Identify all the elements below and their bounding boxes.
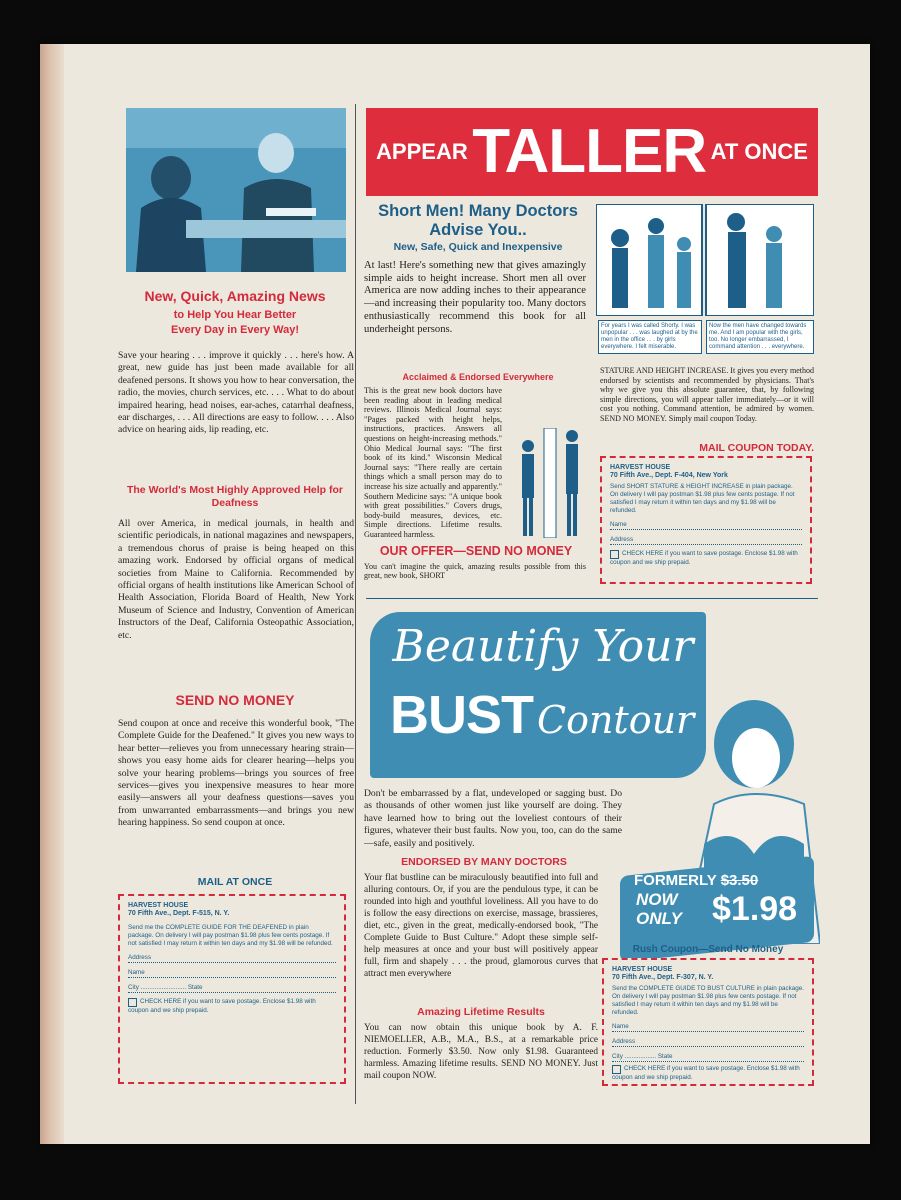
coupon-address: 70 Fifth Ave., Dept. F-515, N. Y.	[128, 910, 230, 917]
mail-coupon-today: MAIL COUPON TODAY.	[699, 442, 814, 454]
coupon-company: HARVEST HOUSE	[612, 966, 673, 973]
amazing-results-heading: Amazing Lifetime Results	[417, 1006, 545, 1018]
bust-word: BUST	[390, 685, 533, 745]
height-measure-illustration	[514, 428, 586, 538]
contour-word: Contour	[537, 698, 695, 742]
price-now-value: $1.98	[712, 890, 798, 928]
bust-intro-paragraph: Don't be embarrassed by a flat, undeveloped or sagging bust. Do as thousands of other women just like yourself are doing. They have learned how to bring out the loveliest contours of their figures, whatever their bust faults. Now you, too, can do the same—safe, easily and positively.	[364, 788, 622, 849]
coupon-checkbox[interactable]	[128, 998, 137, 1007]
taller-subheadline: New, Safe, Quick and Inexpensive	[393, 241, 563, 253]
hearing-coupon[interactable]	[118, 894, 346, 1084]
coupon-address-line[interactable]: Address	[610, 536, 802, 545]
coupon-check-row[interactable]: CHECK HERE if you want to save postage. Enclose $1.98 with coupon and we ship prepaid.	[610, 550, 798, 566]
taller-acclaimed: Acclaimed & Endorsed Everywhere	[402, 372, 554, 382]
taller-intro-paragraph: At last! Here's something new that gives amazingly simple aids to height increase. Short men all over America are now adding inches to their appearance—and increasing their popularity too. Many doctors enthusiastically recommend this book for all underheight persons.	[364, 260, 586, 335]
bust-coupon[interactable]	[602, 958, 814, 1086]
coupon-name-line[interactable]: Name	[610, 521, 802, 530]
taller-guarantee-text: STATURE AND HEIGHT INCREASE. It gives you every method endorsed by scientists and recommended by physicians. That's why we give you this absolute guarantee, that, by following simple directions, you will appear taller immediately—or it will cost you nothing. Command attention, be admired by women. SEND NO MONEY. Simply mail coupon Today.	[600, 366, 814, 423]
column-divider	[355, 104, 356, 1104]
doctor-consultation-illustration	[126, 108, 346, 272]
comic-caption-1: For years I was called Shorty. I was unpopular . . . was laughed at by the men in the office . . . by girls everywhere. I felt miserable.	[598, 320, 702, 354]
coupon-address: 70 Fifth Ave., Dept. F-307, N. Y.	[612, 974, 714, 981]
mail-at-once-heading: MAIL AT ONCE	[197, 876, 273, 888]
hearing-subheadline-1: to Help You Hear Better	[173, 309, 297, 321]
taller-review-text: This is the great new book doctors have been reading about in leading medical reviews. Illinois Medical Journal says: "Pages packed with height helps, instructions, practices. Answers all questions on height-increasing methods." Ohio Medical Journal says: "The first book of its kind." Wisconsin Medical Journal says: "There really are certain things which a small person may do to increase his size actually and apparently." Southern Medicine says: "A unique book with great possibilities." Covers drugs, body-build measures, devices, etc. Simple directions. Lifetime results. Guaranteed harmless.	[364, 386, 502, 539]
taller-headline: Short Men! Many Doctors Advise You..	[378, 202, 578, 239]
comic-strip-illustration	[596, 204, 814, 316]
bust-endorsed: ENDORSED BY MANY DOCTORS	[401, 856, 567, 868]
coupon-body: Send SHORT STATURE & HEIGHT INCREASE in plain package. On delivery I will pay postman $1.98 plus few cents postage. If not satisfied I may return it within ten days and my $1.98 will be refunded.	[610, 483, 795, 514]
section-divider	[366, 598, 818, 599]
coupon-city-line[interactable]: City .................. State	[612, 1053, 804, 1062]
our-offer-heading: OUR OFFER—SEND NO MONEY	[379, 544, 573, 558]
coupon-checkbox[interactable]	[610, 550, 619, 559]
taller-offer-text: You can't imagine the quick, amazing results possible from this great, new book, SHORT	[364, 562, 586, 581]
banner-taller: TALLER	[472, 117, 707, 186]
bust-offer-paragraph: You can now obtain this unique book by A. F. NIEMOELLER, A.B., M.A., B.S., at a remarkable price reduction. Formerly $3.50. Now only $1.98. Guaranteed harmless. Amazing lifetime results. SEND NO MONEY. Just mail coupon NOW.	[364, 1023, 598, 1081]
bust-headline-bust	[390, 684, 710, 746]
magazine-back-cover	[40, 44, 870, 1144]
taller-coupon[interactable]	[600, 456, 812, 584]
banner-at-once: AT ONCE	[710, 139, 808, 164]
comic-caption-2: Now the men have changed towards me. And I am popular with the girls, too. No longer embarrassed, I command attention . . . everywhere.	[706, 320, 814, 354]
coupon-city-line[interactable]: City .......................... State	[128, 984, 336, 993]
coupon-name-line[interactable]: Name	[612, 1023, 804, 1032]
coupon-body: Send the COMPLETE GUIDE TO BUST CULTURE in plain package. On delivery I will pay postman $1.98 plus few cents postage. If not satisfied I may return it within ten days and my $1.98 will be refunded.	[612, 985, 805, 1016]
rush-coupon-heading: Rush Coupon—Send No Money	[632, 944, 784, 955]
coupon-body: Send me the COMPLETE GUIDE FOR THE DEAFENED in plain package. On delivery I will pay postman $1.98 plus few cents postage. If not satisfied I may return it within ten days and my $1.98 will be refunded.	[128, 924, 333, 947]
price-formerly: FORMERLY $3.50	[634, 872, 759, 889]
coupon-address-line[interactable]: Address	[128, 954, 336, 963]
hearing-ad-photo	[126, 108, 346, 272]
hearing-subheadline-2: Every Day in Every Way!	[171, 324, 299, 336]
price-now: NOW ONLY	[636, 890, 682, 928]
hearing-send-no-money: SEND NO MONEY	[175, 692, 295, 708]
taller-banner	[366, 108, 818, 196]
hearing-headline: New, Quick, Amazing News	[144, 288, 326, 304]
hearing-body-paragraph: All over America, in medical journals, in health and scientific periodicals, in national magazines and newspapers, a tremendous chorus of praise is being heaped on this amazing work. Endorsed by official organs of medical societies from Maine to California. Recommended by official organs of health institutions like American School of Health Association, Florida Board of Health, New York Museum of Science and Industry, Convention of American Instructors of the Deaf, California Osteopathic Association, etc.	[118, 518, 354, 641]
coupon-address-line[interactable]: Address	[612, 1038, 804, 1047]
coupon-address: 70 Fifth Ave., Dept. F-404, New York	[610, 472, 728, 479]
coupon-name-line[interactable]: Name	[128, 969, 336, 978]
coupon-company: HARVEST HOUSE	[128, 902, 189, 909]
coupon-company: HARVEST HOUSE	[610, 464, 671, 471]
hearing-intro-paragraph: Save your hearing . . . improve it quickly . . . here's how. A great, new guide has just been made available for all deafened persons. It shows you how to hear conversation, the radio, the movies, church services, etc. . . . What to do about impaired hearing, head noises, ear-aches, catarrhal deafness, ear discharges, . . . All directions are easy to follow. . . . Also advice on hearing aids, lip reading, etc.	[118, 350, 354, 436]
bust-headline-beautify: Beautify Your	[392, 621, 694, 672]
coupon-check-row[interactable]: CHECK HERE if you want to save postage. Enclose $1.98 with coupon and we ship prepaid.	[612, 1065, 800, 1081]
bust-body-paragraph: Your flat bustline can be miraculously beautified into full and alluring contours. Or, if you are the pendulous type, it can be rounded into high and youthful loveliness. All you have to do is follow the easy directions on exercise, massage, brassieres, diet, etc., given in the great, medically-endorsed book, "The Complete Guide to Bust Culture." Adopt these simple self-help measures at once and your bust will positively appear full, firm and shapely . . . the proud, glamorous curves that attract men everywhere	[364, 873, 598, 979]
coupon-check-row[interactable]: CHECK HERE if you want to save postage. Enclose $1.98 with coupon and we ship prepaid.	[128, 998, 316, 1014]
hearing-offer-paragraph: Send coupon at once and receive this wonderful book, "The Complete Guide for the Deafened." It gives you new ways to hear better—relieves you from unnecessary hearing strain—shows you easy home aids for clearer hearing—helps you solve your hearing problems—brings you sources of free services—gives you inexpensive measures to hear more easily—answers all your deafness questions—saves you from unwarranted embarrassments—and brings you new hearing happiness. So send coupon at once.	[118, 718, 354, 829]
banner-appear: APPEAR	[376, 139, 468, 164]
binding-spine	[40, 44, 64, 1144]
hearing-section-heading-1: The World's Most Highly Approved Help for Deafness	[126, 484, 343, 509]
coupon-checkbox[interactable]	[612, 1065, 621, 1074]
